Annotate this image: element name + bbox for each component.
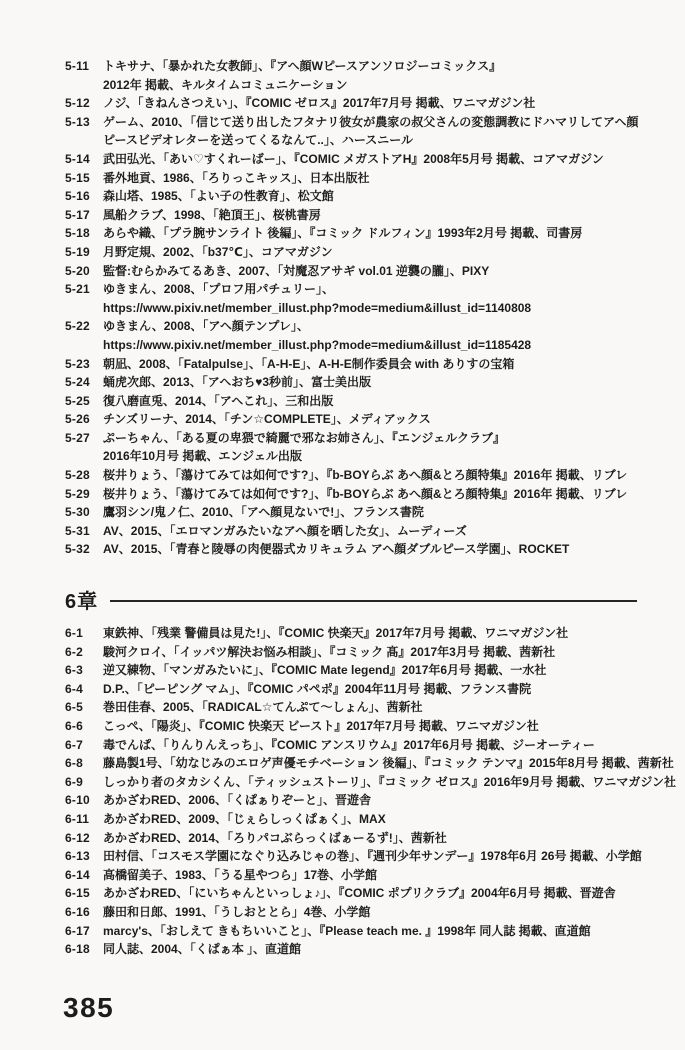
citation-line: 朝凪、2008、「Fatalpulse」、「A-H-E」、A-H-E制作委員会 with ありすの宝箱 [103,356,515,371]
reference-entry [65,717,637,736]
citation-line: 復八磨直兎、2014、「アヘこれ」、三和出版 [103,393,334,408]
reference-entry [65,922,637,941]
citation-line: D.P.、「ピーピング マム」、『COMIC パペポ』2004年11月号 掲載、フランス書院 [103,681,532,696]
entry-citation [103,466,637,485]
reference-entry [65,643,637,662]
entry-citation [103,866,637,885]
entry-number: 6-1 [65,626,83,641]
citation-line: 駿河クロイ、「イッパツ解決お悩み相談」、『コミック 髙』2017年3月号 掲載、茜新社 [103,644,556,659]
entry-number: 6-16 [65,904,90,919]
entry-number: 5-20 [65,263,90,278]
entry-number: 6-2 [65,644,83,659]
reference-entry [65,884,637,903]
reference-entry [65,522,637,541]
reference-entry [65,773,677,792]
citation-continuation-line: ピースビデオレターを送ってくるなんて..」、ハースニール [103,133,414,148]
citation-line: あかざわRED、「にいちゃんといっしょ♪」、『COMIC ポプリクラブ』2004年6月号 掲載、晋遊舎 [103,886,616,901]
citation-line: 月野定規、2002、「b37℃」、コアマガジン [103,244,333,259]
entry-number: 5-19 [65,244,90,259]
entry-number: 6-12 [65,830,90,845]
entry-citation [103,624,637,643]
entry-number: 5-24 [65,375,90,390]
citation-line: 番外地貢、1986、「ろりっこキッス」、日本出版社 [103,170,370,185]
entry-citation [103,373,637,392]
citation-line: 田村信、「コスモス学園になぐり込みじゃの巻」、『週刊少年サンデー』1978年6月 26号 掲載、小学館 [103,849,642,864]
reference-entry [65,503,637,522]
chapter6-list [65,624,677,959]
reference-entry [65,150,637,169]
entry-number: 5-31 [65,523,90,538]
reference-entry [65,540,637,559]
entry-citation [103,847,642,866]
citation-line: marcy's、「おしえて きもちいいこと」、『Please teach me. 』1998年 同人誌 掲載、直道館 [103,923,591,938]
entry-citation [103,680,637,699]
entry-number: 5-28 [65,468,90,483]
entry-citation [103,94,637,113]
reference-entry [65,113,637,150]
entry-citation [103,940,637,959]
entry-number: 6-17 [65,923,90,938]
reference-entry [65,466,637,485]
citation-continuation-line: 2012年 掲載、キルタイムコミュニケーション [103,77,348,92]
citation-line: 森山塔、1985、「よい子の性教育」、松文館 [103,189,334,204]
citation-line: チンズリーナ、2014、「チン☆COMPLETE」、メディアックス [103,412,431,427]
entry-number: 6-14 [65,867,90,882]
citation-line: あかざわRED、2014、「ろりパコぶらっくばぁーるず!」、茜新社 [103,830,447,845]
entry-number: 5-30 [65,505,90,520]
entry-citation [103,187,637,206]
reference-entry [65,736,637,755]
citation-line: 桜井りょう、「蕩けてみては如何です?」、『b-BOYらぶ あへ顔&とろ顔特集』2016年 掲載、リブレ [103,468,628,483]
entry-citation [103,922,637,941]
entry-number: 5-14 [65,151,90,166]
reference-entry [65,829,637,848]
reference-entry [65,698,637,717]
entry-number: 6-18 [65,942,90,957]
reference-entry [65,373,637,392]
reference-entry [65,355,637,374]
entry-citation [103,410,637,429]
entry-citation [103,169,637,188]
citation-line: トキサナ、「暴かれた女教師」、『アヘ顔Wピースアンソロジーコミックス』 [103,59,502,73]
entry-citation [103,661,637,680]
entry-number: 5-22 [65,319,90,334]
chapter-divider-rule [110,600,637,602]
entry-citation [103,206,637,225]
entry-number: 5-18 [65,226,90,241]
entry-number: 6-5 [65,700,83,715]
entry-number: 6-10 [65,793,90,808]
entry-number: 5-12 [65,96,90,111]
entry-citation [103,150,637,169]
reference-entry [65,661,637,680]
citation-continuation-line: https://www.pixiv.net/member_illust.php?mode=medium&illust_id=1185428 [103,337,532,352]
citation-line: 藤田和日郎、1991、「うしおととら」4巻、小学館 [103,904,371,919]
entry-number: 6-15 [65,886,90,901]
chapter5-references [65,57,637,559]
reference-entry [65,485,637,504]
citation-line: あかざわRED、2009、「じぇらしっくぱぁく」、MAX [103,811,386,826]
reference-entry [65,429,637,466]
reference-entry [65,791,637,810]
entry-number: 6-8 [65,756,83,771]
entry-number: 5-23 [65,356,90,371]
entry-number: 6-3 [65,663,83,678]
entry-number: 6-13 [65,849,90,864]
entry-citation [103,280,637,317]
reference-entry [65,206,637,225]
citation-line: 逆又練物、「マンガみたいに」、『COMIC Mate legend』2017年6月号 掲載、一水社 [103,663,547,678]
citation-line: 藤島製1号、「幼なじみのエロゲ声優モチベーション 後編」、『コミック テンマ』2015年8月号 掲載、茜新社 [103,756,674,771]
reference-entry [65,940,637,959]
reference-entry [65,94,637,113]
entry-number: 5-16 [65,189,90,204]
entry-citation [103,355,637,374]
entry-citation [103,754,674,773]
entry-number: 5-15 [65,170,90,185]
entry-number: 6-11 [65,811,90,826]
entry-number: 5-17 [65,207,90,222]
citation-line: ゲーム、2010、「信じて送り出したフタナリ彼女が農家の叔父さんの変態調教にドハマリしてアヘ顔 [103,114,639,129]
entry-citation [103,224,637,243]
citation-line: 毒でんぱ、「りんりんえっち」、『COMIC アンスリウム』2017年6月号 掲載、ジーオーティー [103,737,595,752]
citation-line: 東鉄神、「残業 警備員は見た!」、『COMIC 快楽天』2017年7月号 掲載、ワニマガジン社 [103,626,569,641]
entry-number: 6-6 [65,719,83,733]
entry-citation [103,829,637,848]
entry-citation [103,113,637,150]
citation-line: 桜井りょう、「蕩けてみては如何です?」、『b-BOYらぶ あへ顔&とろ顔特集』2016年 掲載、リブレ [103,486,628,501]
citation-line: 風船クラブ、1998、「絶頂王」、桜桃書房 [103,207,321,222]
citation-line: 高橋留美子、1983、「うる星やつら」17巻、小学館 [103,867,378,882]
entry-citation [103,773,677,792]
entry-number: 5-11 [65,59,90,73]
reference-entry [65,624,637,643]
entry-citation [103,884,637,903]
entry-citation [103,317,637,354]
citation-line: 同人誌、2004、「くぱぁ本 」、直道館 [103,942,302,957]
reference-entry [65,847,642,866]
citation-line: あらや織、「プラ腕サンライト 後編」、『コミック ドルフィン』1993年2月号 掲載、司書房 [103,226,583,241]
reference-entry [65,392,637,411]
citation-continuation-line: https://www.pixiv.net/member_illust.php?mode=medium&illust_id=1140808 [103,300,532,315]
reference-entry [65,680,637,699]
entry-citation [103,717,637,736]
chapter6-references [65,585,677,959]
entry-citation [103,698,637,717]
chapter5-list [65,57,637,559]
citation-line: ゆきまん、2008、「プロフ用パチュリー」、 [103,282,335,297]
reference-entry [65,57,637,94]
citation-line: 蛹虎次郎、2013、「アヘおち♥3秒前」、富士美出版 [103,375,372,390]
reference-entry [65,866,637,885]
citation-line: AV、2015、「エロマンガみたいなアヘ顔を晒した女」、ムーディーズ [103,523,467,538]
citation-continuation-line: 2016年10月号 掲載、エンジェル出版 [103,449,302,464]
citation-line: 鷹羽シン/鬼ノ仁、2010、「アヘ顔見ないで!」、フランス書院 [103,505,424,520]
reference-entry [65,187,637,206]
citation-line: あかざわRED、2006、「くぱぁりぞーと」、晋遊舎 [103,793,372,808]
reference-entry [65,169,637,188]
entry-citation [103,392,637,411]
entry-citation [103,485,637,504]
entry-number: 5-21 [65,282,90,297]
entry-citation [103,57,637,94]
citation-line: こっぺ、「陽炎」、『COMIC 快楽天 ビースト』2017年7月号 掲載、ワニマガジン社 [103,719,539,733]
entry-citation [103,522,637,541]
entry-number: 5-25 [65,393,90,408]
entry-citation [103,643,637,662]
reference-entry [65,903,637,922]
reference-entry [65,810,637,829]
entry-number: 6-7 [65,737,83,752]
entry-citation [103,429,637,466]
citation-line: AV、2015、「青春と陵辱の肉便器式カリキュラム アヘ顔ダブルピース学園」、ROCKET [103,542,570,557]
entry-number: 5-27 [65,430,90,445]
reference-entry [65,224,637,243]
chapter6-header [65,585,637,614]
entry-number: 5-13 [65,114,90,129]
entry-number: 5-32 [65,542,90,557]
citation-line: ゆきまん、2008、「アヘ顔テンプレ」、 [103,319,309,334]
citation-line: ぷーちゃん、「ある夏の卑猥で綺麗で邪なお姉さん」、『エンジェルクラブ』 [103,430,505,445]
entry-citation [103,262,637,281]
citation-line: 監督:むらかみてるあき、2007、「対魔忍アサギ vol.01 逆襲の朧」、PIXY [103,263,490,278]
reference-entry [65,317,637,354]
entry-citation [103,791,637,810]
entry-number: 5-29 [65,486,90,501]
citation-line: 武田弘光、「あい♡すくれーばー」、『COMIC メガストアH』2008年5月号 掲載、コアマガジン [103,151,604,166]
entry-citation [103,540,637,559]
citation-line: ノジ、「きねんさつえい」、『COMIC ゼロス』2017年7月号 掲載、ワニマガジン社 [103,96,536,111]
citation-line: しっかり者のタカシくん、「ティッシュストーリ」、『コミック ゼロス』2016年9月号 掲載、ワニマガジン社 [103,774,677,789]
entry-number: 6-4 [65,681,83,696]
reference-entry [65,280,637,317]
entry-citation [103,243,637,262]
reference-entry [65,410,637,429]
chapter6-title: 6章 [65,591,99,614]
entry-citation [103,810,637,829]
entry-citation [103,903,637,922]
entry-number: 6-9 [65,774,83,789]
reference-entry [65,262,637,281]
citation-line: 巻田佳春、2005、「RADICAL☆てんぷて～しょん」、茜新社 [103,700,423,715]
entry-number: 5-26 [65,412,90,427]
reference-entry [65,243,637,262]
entry-citation [103,736,637,755]
entry-citation [103,503,637,522]
page-number: 385 [63,992,115,1023]
reference-entry [65,754,674,773]
reference-lists [65,57,677,959]
